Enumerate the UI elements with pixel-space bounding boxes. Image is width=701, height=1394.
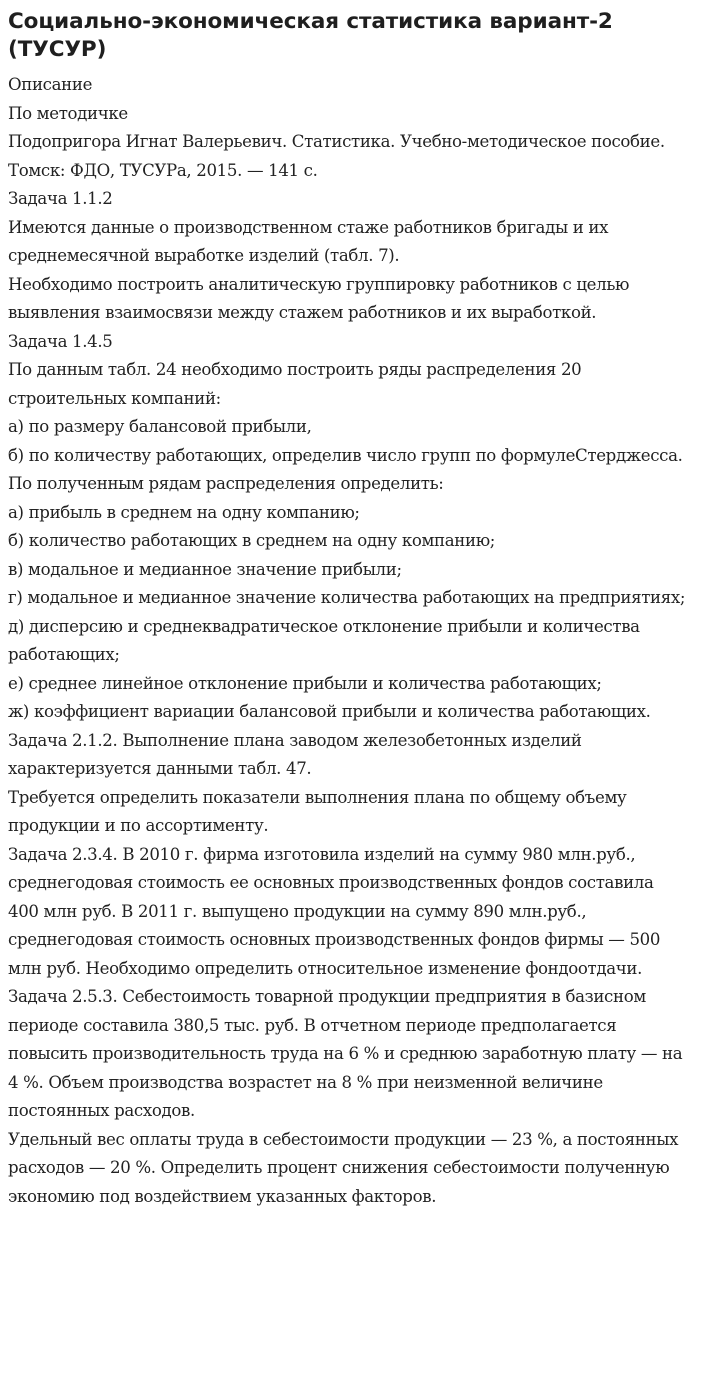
list-item: д) дисперсию и среднеквадратическое отклонение прибыли и количества работающих; [8,616,640,664]
paragraph: Удельный вес оплаты труда в себестоимости продукции — 23 %, а постоянных расходов — 20 %. Определить процент снижения себестоимости полученную экономию под воздействием указанных факторов. [8,1129,679,1206]
task-heading: Задача 1.1.2 [8,189,113,208]
list-item: ж) коэффициент вариации балансовой прибыли и количества работающих. [8,702,651,721]
paragraph: Подопригора Игнат Валерьевич. Статистика. Учебно-методическое пособие. Томск: ФДО, ТУСУРа, 2015. — 141 с. [8,132,665,180]
list-item: б) количество работающих в среднем на одну компанию; [8,531,496,550]
list-item: а) прибыль в среднем на одну компанию; [8,502,360,522]
paragraph: Задача 2.3.4. В 2010 г. фирма изготовила изделий на сумму 980 млн.руб., среднегодовая стоимость ее основных производственных фондов составила 400 млн руб. В 2011 г. выпущено продукции на сумму 890 млн.руб., среднегодовая стоимость основных производственных фондов фирмы — 500 млн руб. Необходимо определить относительное изменение фондоотдачи. [8,844,661,978]
list-item: в) модальное и медианное значение прибыли; [8,559,402,579]
list-item: е) среднее линейное отклонение прибыли и количества работающих; [8,673,602,693]
list-item: г) модальное и медианное значение количества работающих на предприятиях; [8,588,686,607]
paragraph: Задача 2.5.3. Себестоимость товарной продукции предприятия в базисном периоде составила 380,5 тыс. руб. В отчетном периоде предполагается повысить производительность труда на 6 % и среднюю заработную плату — на 4 %. Объем производства возрастет на 8 % при неизменной величине постоянных расходов. [8,987,683,1120]
paragraph: Необходимо построить аналитическую группировку работников с целью выявления взаимосвязи между стажем работников и их выработкой. [8,274,630,322]
paragraph: По методичке [8,103,128,123]
task-heading: Задача 1.4.5 [8,331,113,351]
paragraph: По данным табл. 24 необходимо построить ряды распределения 20 строительных компаний: [8,360,582,408]
list-item: а) по размеру балансовой прибыли, [8,417,312,436]
page-title: Социально-экономическая статистика вариант-2 (ТУСУР) [8,9,613,62]
paragraph: Требуется определить показатели выполнения плана по общему объему продукции и по ассортименту. [8,787,627,835]
paragraph: По полученным рядам распределения определить: [8,474,444,493]
paragraph: Задача 2.1.2. Выполнение плана заводом железобетонных изделий характеризуется данными табл. 47. [8,730,582,778]
list-item: б) по количеству работающих, определив число групп по формулеСтерджесса. [8,445,683,465]
section-heading-description: Описание [8,75,93,94]
paragraph: Имеются данные о производственном стаже работников бригады и их среднемесячной выработке изделий (табл. 7). [8,217,609,265]
document-body [8,71,687,1211]
